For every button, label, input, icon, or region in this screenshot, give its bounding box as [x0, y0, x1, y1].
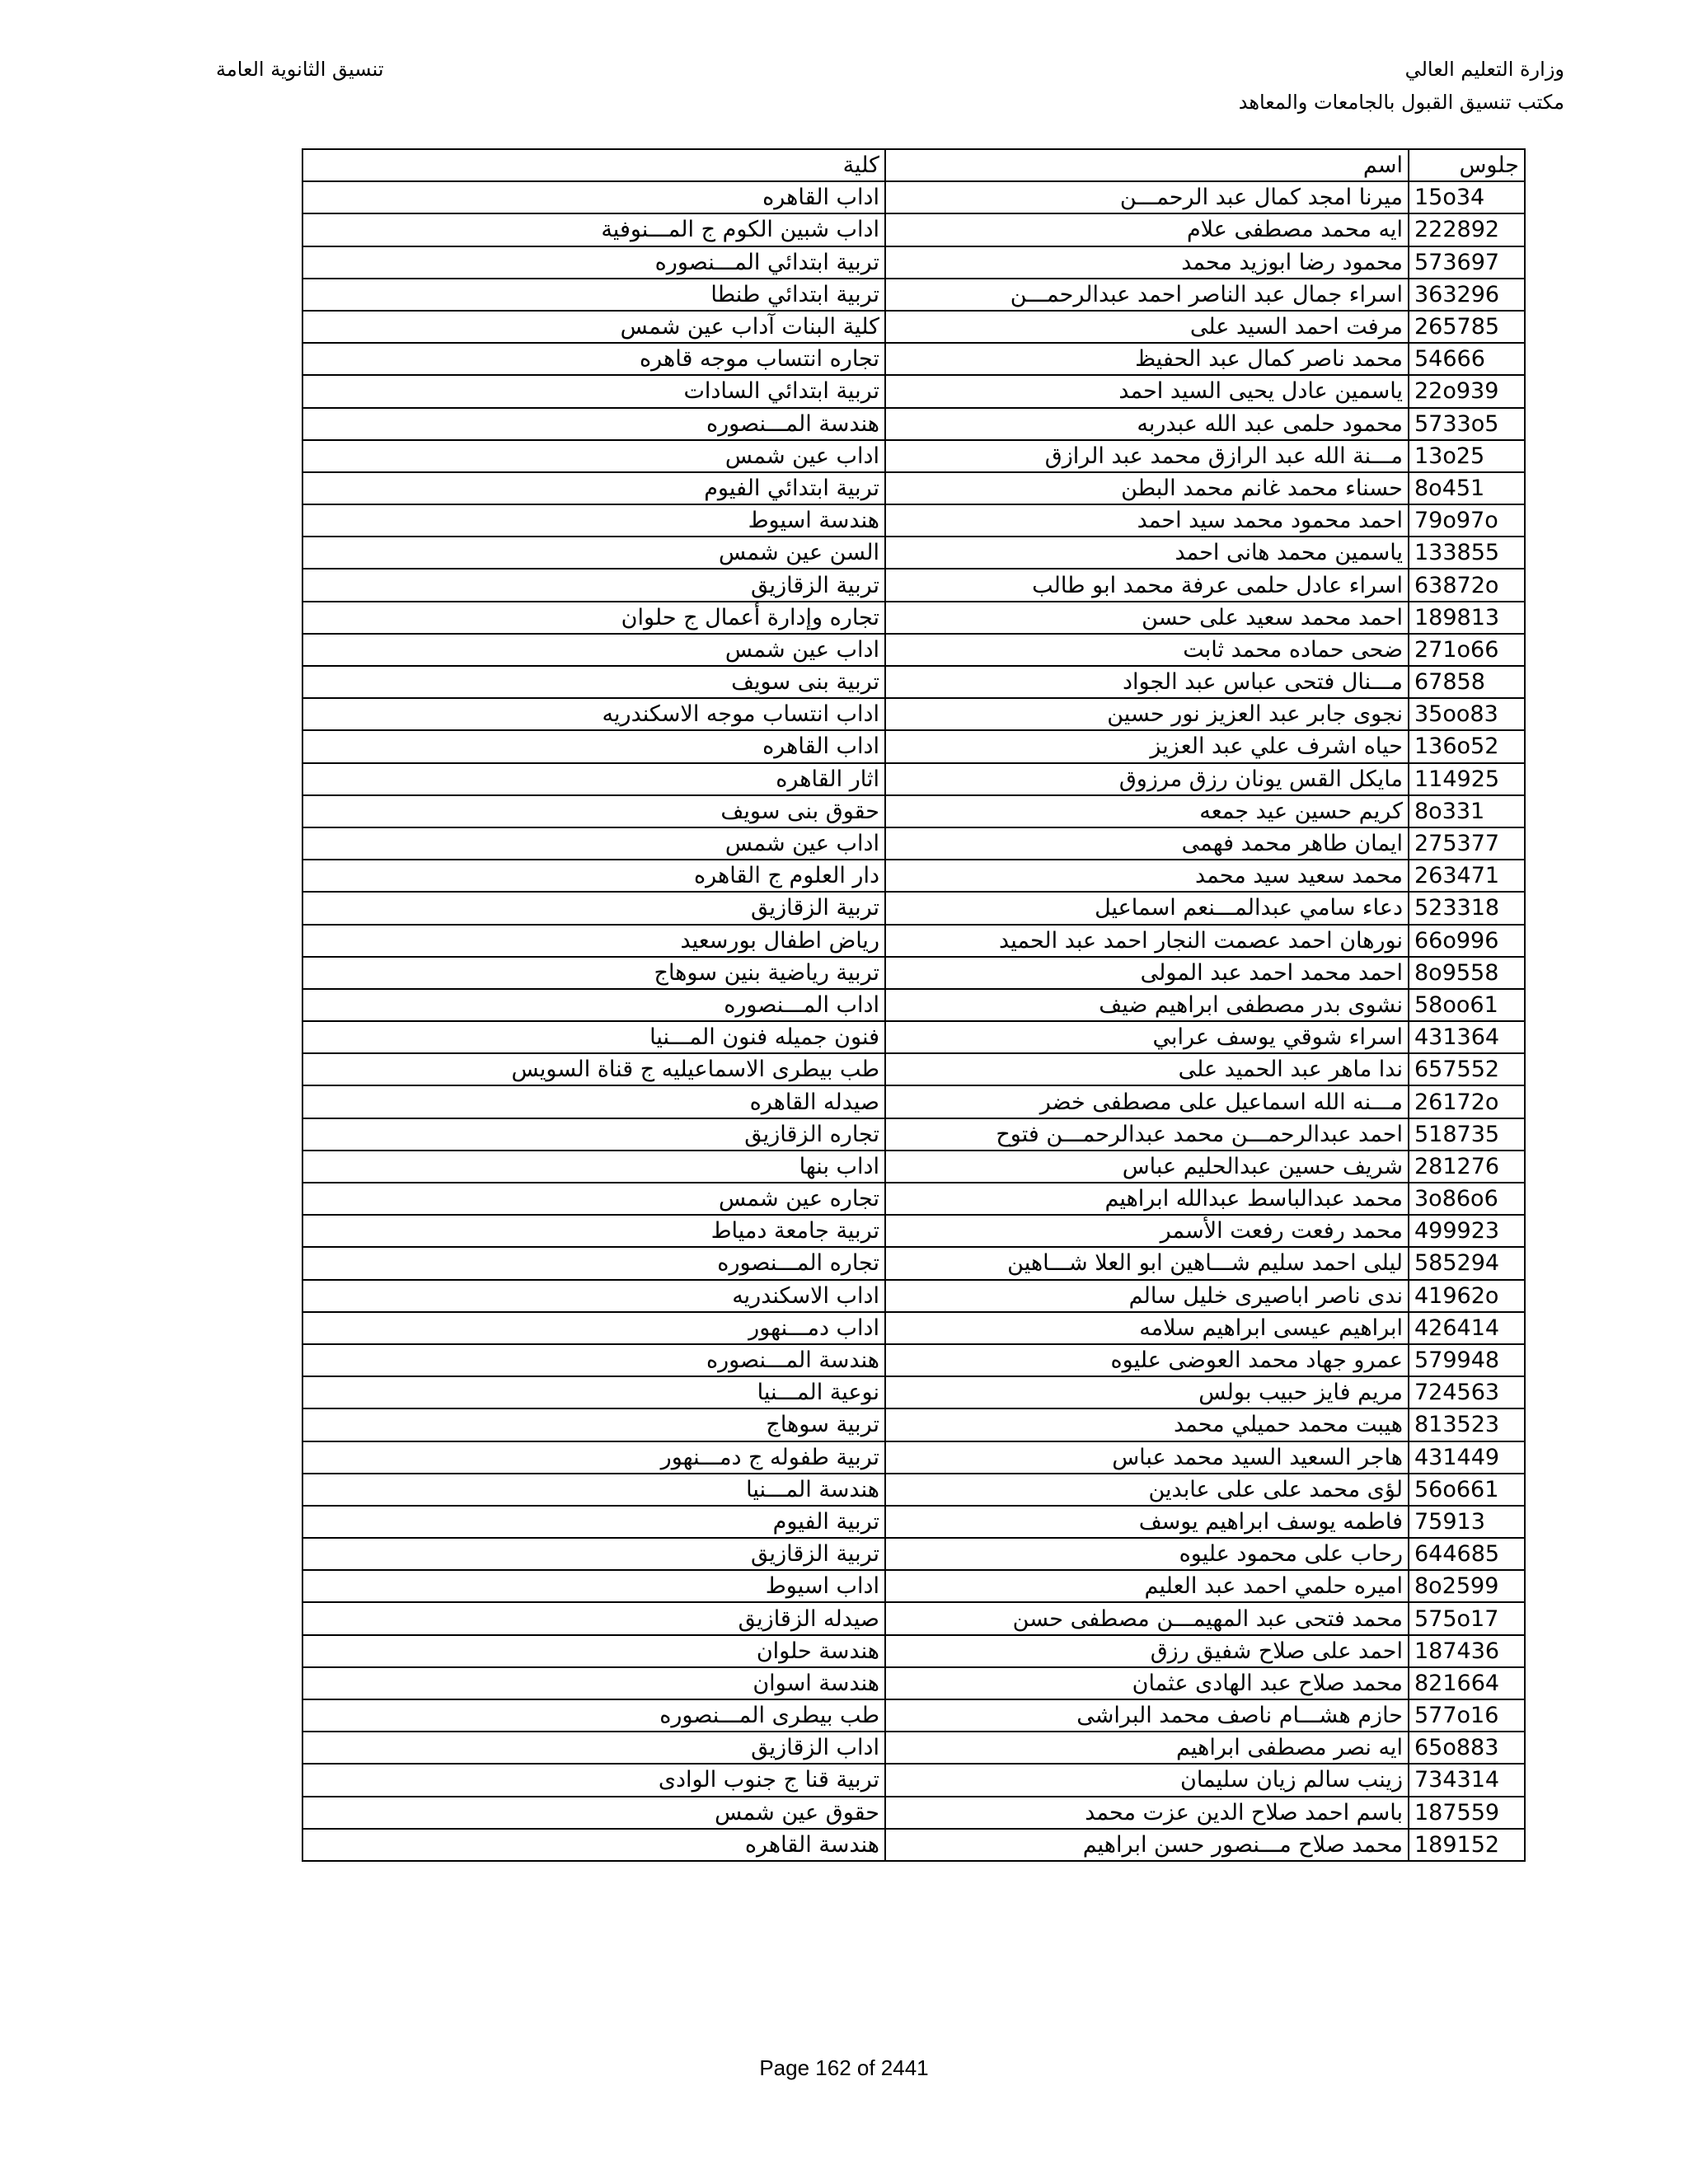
cell-faculty: طب بيطرى المـــنصوره	[302, 1699, 885, 1732]
table-row	[302, 1602, 1525, 1634]
cell-faculty: تجاره المـــنصوره	[302, 1247, 885, 1279]
table-row	[302, 860, 1525, 892]
cell-student-name: عمرو جهاد محمد العوضى عليوه	[885, 1344, 1409, 1376]
cell-faculty: هندسة حلوان	[302, 1635, 885, 1667]
column-header-name: اسم	[885, 149, 1409, 181]
cell-seat-number: 573697	[1409, 246, 1525, 279]
cell-faculty: هندسة اسيوط	[302, 504, 885, 537]
cell-seat-number: 75913	[1409, 1506, 1525, 1538]
cell-faculty: تربية الفيوم	[302, 1506, 885, 1538]
cell-faculty: تجاره عين شمس	[302, 1183, 885, 1215]
table-row	[302, 343, 1525, 375]
cell-student-name: رحاب على محمود عليوه	[885, 1538, 1409, 1570]
cell-seat-number: 26172o	[1409, 1085, 1525, 1118]
cell-seat-number: 22o939	[1409, 375, 1525, 407]
cell-seat-number: 187436	[1409, 1635, 1525, 1667]
table-row	[302, 1570, 1525, 1602]
ministry-title: وزارة التعليم العالي	[1404, 58, 1564, 81]
table-row	[302, 1764, 1525, 1796]
cell-faculty: اداب القاهره	[302, 181, 885, 213]
cell-seat-number: 222892	[1409, 213, 1525, 246]
table-row	[302, 1699, 1525, 1732]
cell-seat-number: 136o52	[1409, 730, 1525, 762]
cell-faculty: تربية طفوله ج دمـــنهور	[302, 1441, 885, 1474]
cell-faculty: دار العلوم ج القاهره	[302, 860, 885, 892]
cell-faculty: رياض اطفال بورسعيد	[302, 925, 885, 957]
cell-student-name: فاطمه يوسف ابراهيم يوسف	[885, 1506, 1409, 1538]
cell-seat-number: 275377	[1409, 827, 1525, 860]
cell-faculty: هندسة اسوان	[302, 1667, 885, 1699]
table-row	[302, 504, 1525, 537]
cell-student-name: ندا ماهر عبد الحميد على	[885, 1053, 1409, 1085]
table-row	[302, 1506, 1525, 1538]
cell-faculty: هندسة المـــنيا	[302, 1474, 885, 1506]
cell-seat-number: 585294	[1409, 1247, 1525, 1279]
cell-student-name: نشوى بدر مصطفى ابراهيم ضيف	[885, 989, 1409, 1021]
table-row	[302, 1408, 1525, 1441]
table-row	[302, 1021, 1525, 1053]
cell-faculty: تربية ابتدائي طنطا	[302, 279, 885, 311]
cell-student-name: ليلى احمد سليم شـــاهين ابو العلا شـــاهين	[885, 1247, 1409, 1279]
table-row	[302, 1053, 1525, 1085]
table-row	[302, 440, 1525, 472]
cell-seat-number: 54666	[1409, 343, 1525, 375]
cell-seat-number: 56o661	[1409, 1474, 1525, 1506]
cell-faculty: هندسة المـــنصوره	[302, 1344, 885, 1376]
table-row	[302, 957, 1525, 989]
cell-student-name: باسم احمد صلاح الدين عزت محمد	[885, 1797, 1409, 1829]
cell-seat-number: 13o25	[1409, 440, 1525, 472]
cell-seat-number: 281276	[1409, 1151, 1525, 1183]
cell-student-name: هاجر السعيد السيد محمد عباس	[885, 1441, 1409, 1474]
table-row	[302, 537, 1525, 569]
table-row	[302, 246, 1525, 279]
cell-faculty: تربية الزقازيق	[302, 569, 885, 601]
cell-faculty: تربية الزقازيق	[302, 892, 885, 924]
cell-seat-number: 189813	[1409, 602, 1525, 634]
cell-seat-number: 724563	[1409, 1376, 1525, 1408]
table-row	[302, 1732, 1525, 1764]
cell-faculty: تربية سوهاج	[302, 1408, 885, 1441]
table-row	[302, 1085, 1525, 1118]
table-row	[302, 730, 1525, 762]
cell-student-name: حياه اشرف علي عبد العزيز	[885, 730, 1409, 762]
cell-seat-number: 813523	[1409, 1408, 1525, 1441]
cell-seat-number: 579948	[1409, 1344, 1525, 1376]
cell-seat-number: 363296	[1409, 279, 1525, 311]
cell-student-name: هيبت محمد حميلي محمد	[885, 1408, 1409, 1441]
table-row	[302, 634, 1525, 666]
cell-seat-number: 426414	[1409, 1312, 1525, 1344]
cell-student-name: احمد محمد احمد عبد المولى	[885, 957, 1409, 989]
cell-seat-number: 5733o5	[1409, 408, 1525, 440]
cell-seat-number: 523318	[1409, 892, 1525, 924]
cell-faculty: اداب شبين الكوم ج المـــنوفية	[302, 213, 885, 246]
cell-student-name: مـــنة الله عبد الرازق محمد عبد الرازق	[885, 440, 1409, 472]
cell-student-name: احمد عبدالرحمـــن محمد عبدالرحمـــن فتوح	[885, 1118, 1409, 1151]
cell-faculty: تربية بنى سويف	[302, 666, 885, 698]
table-row	[302, 1474, 1525, 1506]
table-row	[302, 1118, 1525, 1151]
cell-faculty: تربية ابتدائي الفيوم	[302, 472, 885, 504]
cell-student-name: محمد سعيد سيد محمد	[885, 860, 1409, 892]
section-title: تنسيق الثانوية العامة	[216, 58, 384, 81]
cell-student-name: ميرنا امجد كمال عبد الرحمـــن	[885, 181, 1409, 213]
cell-seat-number: 734314	[1409, 1764, 1525, 1796]
cell-faculty: نوعية المـــنيا	[302, 1376, 885, 1408]
cell-faculty: تربية ابتدائي المـــنصوره	[302, 246, 885, 279]
table-row	[302, 1635, 1525, 1667]
cell-seat-number: 8o331	[1409, 795, 1525, 827]
cell-faculty: تربية الزقازيق	[302, 1538, 885, 1570]
cell-student-name: محمود رضا ابوزيد محمد	[885, 246, 1409, 279]
cell-seat-number: 41962o	[1409, 1280, 1525, 1312]
cell-faculty: هندسة القاهره	[302, 1829, 885, 1861]
table-row	[302, 666, 1525, 698]
cell-student-name: اميره حلمي احمد عبد العليم	[885, 1570, 1409, 1602]
cell-faculty: تجاره الزقازيق	[302, 1118, 885, 1151]
cell-student-name: نورهان احمد عصمت النجار احمد عبد الحميد	[885, 925, 1409, 957]
table-row	[302, 892, 1525, 924]
table-row	[302, 602, 1525, 634]
table-row	[302, 213, 1525, 246]
table-row	[302, 827, 1525, 860]
column-header-faculty: كلية	[302, 149, 885, 181]
table-row	[302, 1376, 1525, 1408]
cell-seat-number: 63872o	[1409, 569, 1525, 601]
column-header-id: جلوس	[1409, 149, 1525, 181]
cell-seat-number: 66o996	[1409, 925, 1525, 957]
cell-student-name: ايمان طاهر محمد فهمى	[885, 827, 1409, 860]
cell-student-name: اسراء جمال عبد الناصر احمد عبدالرحمـــن	[885, 279, 1409, 311]
cell-student-name: محمد ناصر كمال عبد الحفيظ	[885, 343, 1409, 375]
cell-seat-number: 15o34	[1409, 181, 1525, 213]
table-row	[302, 279, 1525, 311]
cell-seat-number: 67858	[1409, 666, 1525, 698]
cell-faculty: تربية جامعة دمياط	[302, 1215, 885, 1247]
cell-faculty: حقوق بنى سويف	[302, 795, 885, 827]
cell-faculty: اداب الاسكندريه	[302, 1280, 885, 1312]
table-row	[302, 408, 1525, 440]
table-row	[302, 1183, 1525, 1215]
cell-student-name: اسراء شوقي يوسف عرابي	[885, 1021, 1409, 1053]
cell-seat-number: 577o16	[1409, 1699, 1525, 1732]
cell-student-name: احمد محمد سعيد على حسن	[885, 602, 1409, 634]
cell-faculty: اداب عين شمس	[302, 827, 885, 860]
cell-student-name: زينب سالم زيان سليمان	[885, 1764, 1409, 1796]
table-row	[302, 1667, 1525, 1699]
cell-student-name: ضحى حماده محمد ثابت	[885, 634, 1409, 666]
cell-faculty: كلية البنات آداب عين شمس	[302, 311, 885, 343]
cell-faculty: تربية قنا ج جنوب الوادى	[302, 1764, 885, 1796]
cell-student-name: مـــنه الله اسماعيل على مصطفى خضر	[885, 1085, 1409, 1118]
cell-seat-number: 265785	[1409, 311, 1525, 343]
cell-student-name: كريم حسين عيد جمعه	[885, 795, 1409, 827]
cell-student-name: محمد رفعت رفعت الأسمر	[885, 1215, 1409, 1247]
cell-seat-number: 65o883	[1409, 1732, 1525, 1764]
cell-seat-number: 271o66	[1409, 634, 1525, 666]
table-row	[302, 1215, 1525, 1247]
table-row	[302, 1538, 1525, 1570]
cell-student-name: حسناء محمد غانم محمد البطن	[885, 472, 1409, 504]
table-row	[302, 311, 1525, 343]
table-row	[302, 181, 1525, 213]
cell-seat-number: 8o451	[1409, 472, 1525, 504]
cell-seat-number: 189152	[1409, 1829, 1525, 1861]
cell-seat-number: 79o97o	[1409, 504, 1525, 537]
cell-student-name: محمد عبدالباسط عبدالله ابراهيم	[885, 1183, 1409, 1215]
cell-student-name: ندى ناصر اباصيرى خليل سالم	[885, 1280, 1409, 1312]
cell-seat-number: 575o17	[1409, 1602, 1525, 1634]
table-row	[302, 472, 1525, 504]
cell-seat-number: 35oo83	[1409, 698, 1525, 730]
cell-seat-number: 8o2599	[1409, 1570, 1525, 1602]
cell-student-name: ايه محمد مصطفى علام	[885, 213, 1409, 246]
table-row	[302, 763, 1525, 795]
cell-student-name: نجوى جابر عبد العزيز نور حسين	[885, 698, 1409, 730]
cell-faculty: اداب عين شمس	[302, 634, 885, 666]
cell-student-name: محمد فتحى عبد المهيمـــن مصطفى حسن	[885, 1602, 1409, 1634]
page-number: Page 162 of 2441	[759, 2055, 929, 2080]
cell-seat-number: 821664	[1409, 1667, 1525, 1699]
table-body	[302, 181, 1525, 1861]
table-row	[302, 925, 1525, 957]
cell-faculty: السن عين شمس	[302, 537, 885, 569]
cell-seat-number: 58oo61	[1409, 989, 1525, 1021]
cell-seat-number: 499923	[1409, 1215, 1525, 1247]
cell-seat-number: 644685	[1409, 1538, 1525, 1570]
table-row	[302, 1280, 1525, 1312]
cell-seat-number: 8o9558	[1409, 957, 1525, 989]
cell-faculty: تجاره انتساب موجه قاهره	[302, 343, 885, 375]
table-row	[302, 989, 1525, 1021]
cell-faculty: اداب الزقازيق	[302, 1732, 885, 1764]
cell-student-name: مريم فايز حبيب بولس	[885, 1376, 1409, 1408]
cell-student-name: ياسمين محمد هانى احمد	[885, 537, 1409, 569]
cell-faculty: تجاره وإدارة أعمال ج حلوان	[302, 602, 885, 634]
cell-student-name: احمد محمود محمد سيد احمد	[885, 504, 1409, 537]
cell-student-name: محمود حلمى عبد الله عبدربه	[885, 408, 1409, 440]
cell-student-name: لؤى محمد على على عابدين	[885, 1474, 1409, 1506]
table-row	[302, 698, 1525, 730]
cell-seat-number: 518735	[1409, 1118, 1525, 1151]
cell-faculty: تربية رياضية بنين سوهاج	[302, 957, 885, 989]
cell-student-name: محمد صلاح مـــنصور حسن ابراهيم	[885, 1829, 1409, 1861]
admissions-table	[302, 148, 1526, 1862]
cell-seat-number: 3o86o6	[1409, 1183, 1525, 1215]
table-row	[302, 1151, 1525, 1183]
table-row	[302, 1797, 1525, 1829]
cell-faculty: اداب دمـــنهور	[302, 1312, 885, 1344]
cell-seat-number: 263471	[1409, 860, 1525, 892]
cell-student-name: مـــنال فتحى عباس عبد الجواد	[885, 666, 1409, 698]
cell-seat-number: 187559	[1409, 1797, 1525, 1829]
cell-faculty: اداب المـــنصوره	[302, 989, 885, 1021]
cell-seat-number: 114925	[1409, 763, 1525, 795]
table-row	[302, 1312, 1525, 1344]
cell-seat-number: 657552	[1409, 1053, 1525, 1085]
table-row	[302, 375, 1525, 407]
cell-faculty: طب بيطرى الاسماعيليه ج قناة السويس	[302, 1053, 885, 1085]
table-row	[302, 1829, 1525, 1861]
cell-student-name: دعاء سامي عبدالمـــنعم اسماعيل	[885, 892, 1409, 924]
cell-student-name: حازم هشـــام ناصف محمد البراشى	[885, 1699, 1409, 1732]
cell-seat-number: 431449	[1409, 1441, 1525, 1474]
table-row	[302, 1247, 1525, 1279]
table-header-row	[302, 149, 1525, 181]
table-row	[302, 1441, 1525, 1474]
cell-student-name: احمد على صلاح شفيق رزق	[885, 1635, 1409, 1667]
cell-student-name: ياسمين عادل يحيى السيد احمد	[885, 375, 1409, 407]
cell-student-name: شريف حسين عبدالحليم عباس	[885, 1151, 1409, 1183]
cell-student-name: ايه نصر مصطفى ابراهيم	[885, 1732, 1409, 1764]
cell-faculty: حقوق عين شمس	[302, 1797, 885, 1829]
cell-student-name: محمد صلاح عبد الهادى عثمان	[885, 1667, 1409, 1699]
cell-faculty: اثار القاهره	[302, 763, 885, 795]
table-row	[302, 1344, 1525, 1376]
cell-faculty: فنون جميله فنون المـــنيا	[302, 1021, 885, 1053]
cell-faculty: صيدله القاهره	[302, 1085, 885, 1118]
cell-student-name: ابراهيم عيسى ابراهيم سلامه	[885, 1312, 1409, 1344]
cell-faculty: هندسة المـــنصوره	[302, 408, 885, 440]
cell-faculty: اداب عين شمس	[302, 440, 885, 472]
cell-seat-number: 133855	[1409, 537, 1525, 569]
cell-faculty: تربية ابتدائي السادات	[302, 375, 885, 407]
table-row	[302, 795, 1525, 827]
cell-faculty: صيدله الزقازيق	[302, 1602, 885, 1634]
cell-student-name: اسراء عادل حلمى عرفة محمد ابو طالب	[885, 569, 1409, 601]
office-title: مكتب تنسيق القبول بالجامعات والمعاهد	[1238, 91, 1564, 114]
cell-student-name: مايكل القس يونان رزق مرزوق	[885, 763, 1409, 795]
cell-student-name: مرفت احمد السيد على	[885, 311, 1409, 343]
cell-faculty: اداب القاهره	[302, 730, 885, 762]
cell-seat-number: 431364	[1409, 1021, 1525, 1053]
cell-faculty: اداب انتساب موجه الاسكندريه	[302, 698, 885, 730]
cell-faculty: اداب اسيوط	[302, 1570, 885, 1602]
table-row	[302, 569, 1525, 601]
cell-faculty: اداب بنها	[302, 1151, 885, 1183]
